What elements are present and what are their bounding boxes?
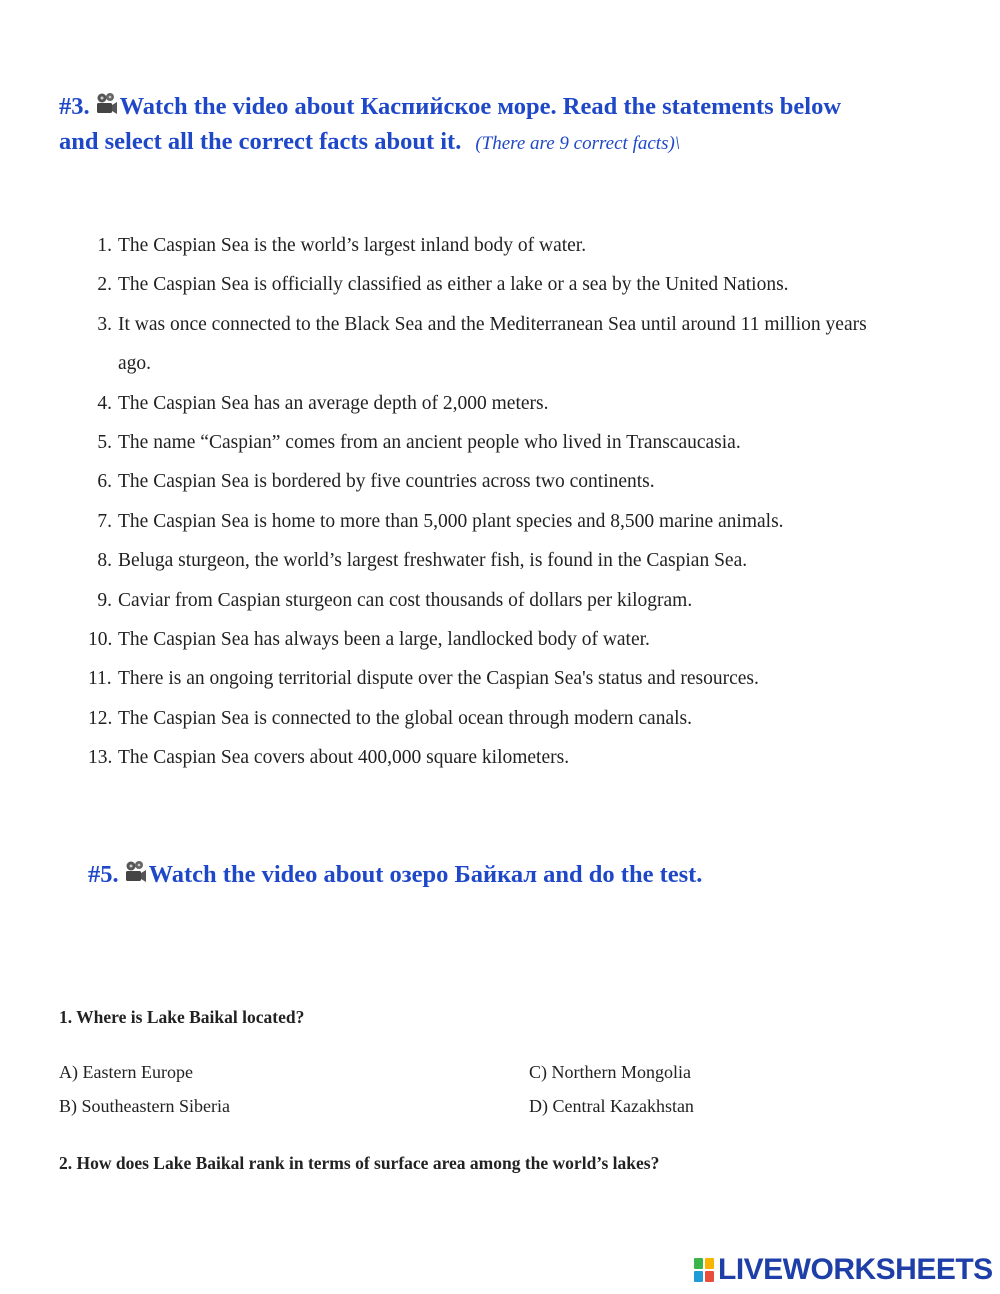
fact-number: 5. — [97, 432, 112, 454]
fact-number: 1. — [97, 235, 112, 256]
fact-text: The Caspian Sea is bordered by five countries across two continents. — [118, 471, 655, 493]
section-5-number: #5. — [88, 861, 119, 888]
option-a[interactable]: A) Eastern Europe — [59, 1062, 193, 1082]
fact-text: Beluga sturgeon, the world’s largest freshwater fish, is found in the Caspian Sea. — [118, 550, 748, 572]
fact-text: Caviar from Caspian sturgeon can cost thousands of dollars per kilogram. — [118, 589, 693, 611]
fact-text: The Caspian Sea is officially classified as either a lake or a sea by the United Nations. — [118, 274, 789, 296]
question-2: 2. How does Lake Baikal rank in terms of surface area among the world’s lakes? — [59, 1153, 660, 1173]
fact-number: 3. — [97, 313, 112, 335]
fact-item[interactable] — [0, 226, 918, 265]
option-c[interactable]: C) Northern Mongolia — [529, 1062, 691, 1082]
fact-number: 8. — [97, 550, 112, 572]
section-3-number: #3. — [59, 93, 90, 120]
question-1: 1. Where is Lake Baikal located? — [59, 1007, 305, 1027]
fact-item[interactable] — [0, 659, 918, 698]
section-5-heading — [88, 858, 968, 893]
fact-item[interactable] — [0, 305, 878, 384]
fact-item[interactable] — [0, 581, 918, 620]
fact-text: The Caspian Sea has an average depth of 2,000 meters. — [118, 392, 549, 414]
film-camera-icon — [94, 92, 118, 125]
fact-number: 10. — [88, 629, 113, 651]
fact-text: The Caspian Sea is home to more than 5,000 plant species and 8,500 marine animals. — [118, 510, 784, 532]
fact-number: 2. — [97, 274, 112, 296]
fact-number: 13. — [88, 747, 113, 769]
fact-item[interactable] — [0, 384, 918, 423]
fact-text: The Caspian Sea is the world’s largest inland body of water. — [118, 235, 587, 256]
option-b[interactable]: B) Southeastern Siberia — [59, 1096, 230, 1116]
fact-text: The Caspian Sea is connected to the global ocean through modern canals. — [118, 707, 692, 729]
fact-number: 9. — [97, 589, 112, 611]
section-3-title-line2: and select all the correct facts about it. — [59, 128, 462, 155]
fact-number: 7. — [97, 510, 112, 532]
fact-number: 12. — [88, 707, 113, 729]
liveworksheets-logo — [694, 1253, 993, 1287]
fact-number: 4. — [97, 392, 112, 414]
fact-number: 11. — [88, 668, 112, 690]
fact-item[interactable] — [0, 265, 918, 304]
logo-blocks-icon — [694, 1258, 714, 1282]
film-camera-icon — [123, 860, 147, 893]
fact-number: 6. — [97, 471, 112, 493]
section-3-heading — [59, 90, 959, 160]
fact-item[interactable] — [0, 699, 918, 738]
fact-text: The name “Caspian” comes from an ancient people who lived in Transcaucasia. — [118, 432, 741, 454]
fact-text: It was once connected to the Black Sea and the Mediterranean Sea until around 11 million years ago. — [118, 313, 867, 375]
fact-item[interactable] — [0, 423, 918, 462]
section-3-title-line1: Watch the video about Каспийское море. Read the statements below — [119, 93, 842, 120]
fact-item[interactable] — [0, 620, 918, 659]
section-5-title: Watch the video about озеро Байкал and do the test. — [148, 861, 703, 888]
facts-list — [0, 226, 960, 778]
fact-item[interactable] — [0, 541, 918, 580]
fact-text: The Caspian Sea has always been a large, landlocked body of water. — [118, 629, 650, 651]
logo-text: LIVEWORKSHEETS — [718, 1253, 993, 1286]
fact-text: The Caspian Sea covers about 400,000 square kilometers. — [118, 747, 570, 769]
fact-item[interactable] — [0, 502, 918, 541]
fact-text: There is an ongoing territorial dispute over the Caspian Sea's status and resources. — [118, 668, 759, 690]
section-3-note: (There are 9 correct facts)\ — [475, 133, 681, 154]
fact-item[interactable] — [0, 738, 918, 777]
fact-item[interactable] — [0, 462, 918, 501]
option-d[interactable]: D) Central Kazakhstan — [529, 1096, 694, 1116]
